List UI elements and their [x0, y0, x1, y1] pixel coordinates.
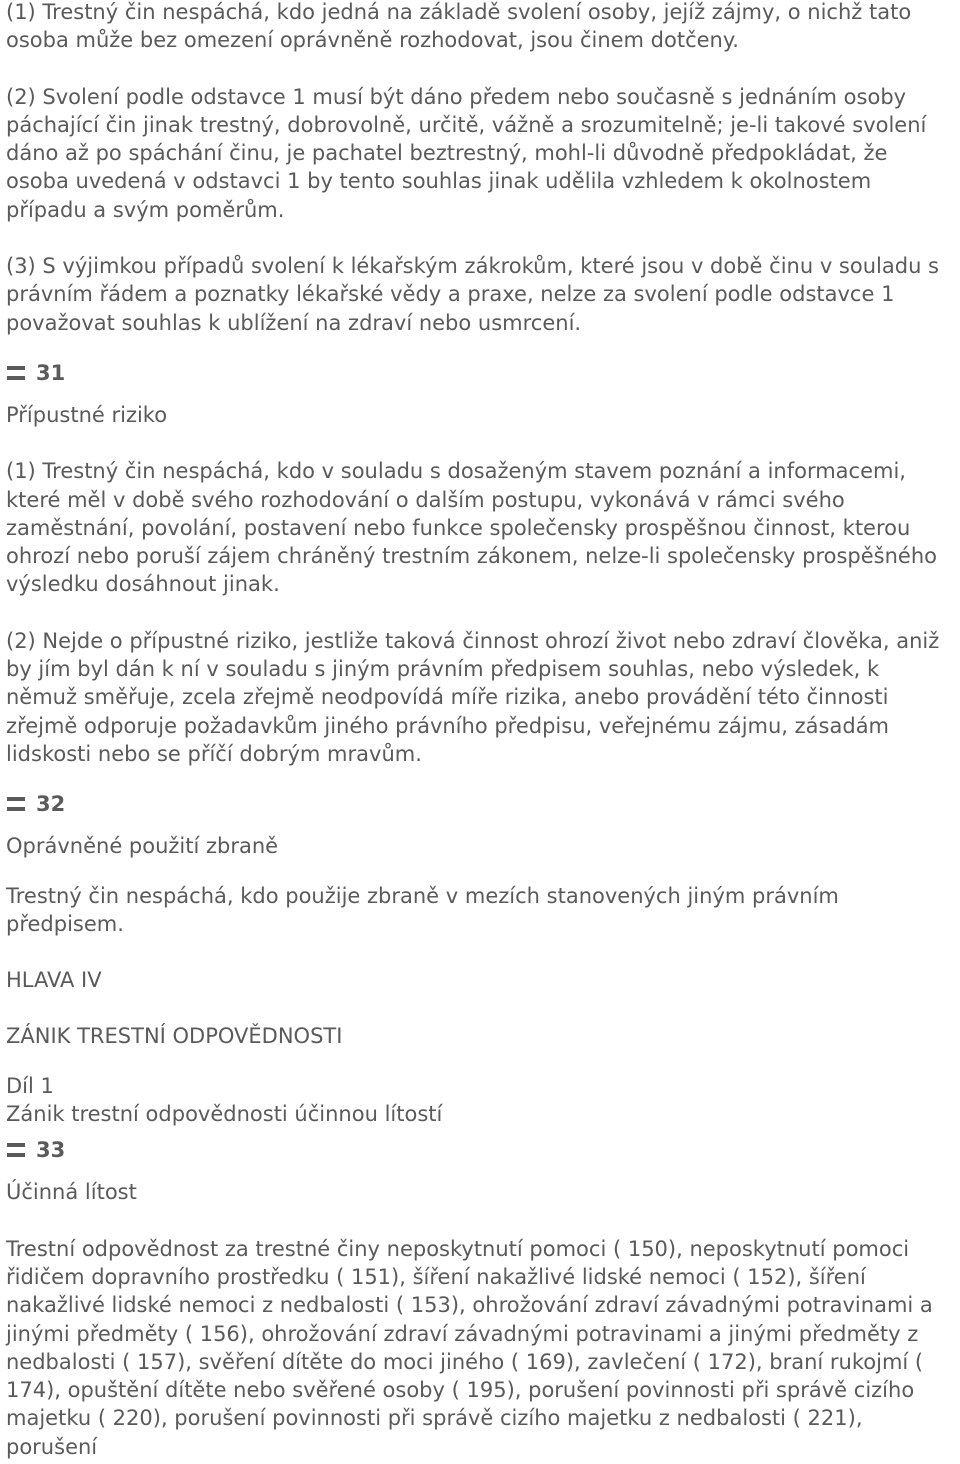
section-sign-icon [6, 361, 26, 385]
paragraph-3: (3) S výjimkou případů svolení k lékařským zákrokům, které jsou v době činu v souladu s právním řádem a poznatky lékařské vědy a praxe, nelze za svolení podle odstavce 1 považovat souhlas k ublížení na zdraví nebo usmrcení. [6, 254, 939, 335]
section-33-heading [6, 1132, 956, 1168]
section-32-title: Oprávněné použití zbraně [6, 834, 279, 859]
section-33-number: 33 [36, 1138, 66, 1163]
paragraph-2: (2) Svolení podle odstavce 1 musí být dáno předem nebo současně s jednáním osoby páchající čin jinak trestný, dobrovolně, určitě, vážně a srozumitelně; je-li takové svolení dáno až po spáchání činu, je pachatel beztrestný, mohl-li důvodně předpokládat, že osoba uvedená v odstavci 1 by tento souhlas jinak udělila vzhledem k okolnostem případu a svým poměrům. [6, 84, 927, 222]
paragraph-1: (1) Trestný čin nespáchá, kdo jedná na základě svolení osoby, jejíž zájmy, o nichž tato osoba může bez omezení oprávněně rozhodovat, jsou činem dotčeny. [6, 0, 912, 53]
section-31-paragraph-1: (1) Trestný čin nespáchá, kdo v souladu s dosaženým stavem poznání a informacemi, které měl v době svého rozhodování o dalším postupu, vykonává v rámci svého zaměstnání, povolání, postavení nebo funkce společensky prospěšnou činnost, kterou ohrozí nebo poruší zájem chráněný trestním zákonem, nelze-li společensky prospěšného výsledku dosáhnout jinak. [6, 459, 938, 597]
section-32-number: 32 [36, 792, 66, 817]
section-32-paragraph-1: Trestný čin nespáchá, kdo použije zbraně v mezích stanovených jiným právním předpisem. [6, 883, 839, 936]
hlava-heading: HLAVA IV [6, 968, 102, 993]
section-33-paragraph-1: Trestní odpovědnost za trestné činy neposkytnutí pomoci ( 150), neposkytnutí pomoci řidičem dopravního prostředku ( 151), šíření nakažlivé lidské nemoci ( 152), šíření nakažlivé lidské nemoci z nedbalosti ( 153), ohrožování zdraví závadnými potravinami a jinými předměty ( 156), ohrožování zdraví závadnými potravinami a jinými předměty z nedbalosti ( 157), svěření dítěte do moci jiného ( 169), zavlečení ( 172), braní rukojmí ( 174), opuštění dítěte nebo svěřené osoby ( 195), porušení povinnosti při správě cizího majetku ( 220), porušení povinnosti při správě cizího majetku z nedbalosti ( 221), porušení [6, 1236, 933, 1459]
document-page [6, 0, 956, 1461]
section-31-heading [6, 355, 956, 391]
hlava-title: ZÁNIK TRESTNÍ ODPOVĚDNOSTI [6, 1024, 343, 1049]
section-32-heading [6, 786, 956, 822]
dil-heading: Díl 1 [6, 1073, 54, 1098]
section-31-title: Přípustné riziko [6, 402, 168, 427]
section-31-number: 31 [36, 360, 66, 385]
section-31-paragraph-2: (2) Nejde o přípustné riziko, jestliže taková činnost ohrozí život nebo zdraví člověka, aniž by jím byl dán k ní v souladu s jiným právním předpisem souhlas, nebo výsledek, k němuž směřuje, zcela zřejmě neodpovídá míře rizika, anebo provádění této činnosti zřejmě odporuje požadavkům jiného právního předpisu, veřejnému zájmu, zásadám lidskosti nebo se příčí dobrým mravům. [6, 628, 940, 766]
dil-title: Zánik trestní odpovědnosti účinnou lítostí [6, 1102, 443, 1127]
section-33-title: Účinná lítost [6, 1180, 137, 1205]
section-sign-icon [6, 1138, 26, 1162]
section-sign-icon [6, 792, 26, 816]
